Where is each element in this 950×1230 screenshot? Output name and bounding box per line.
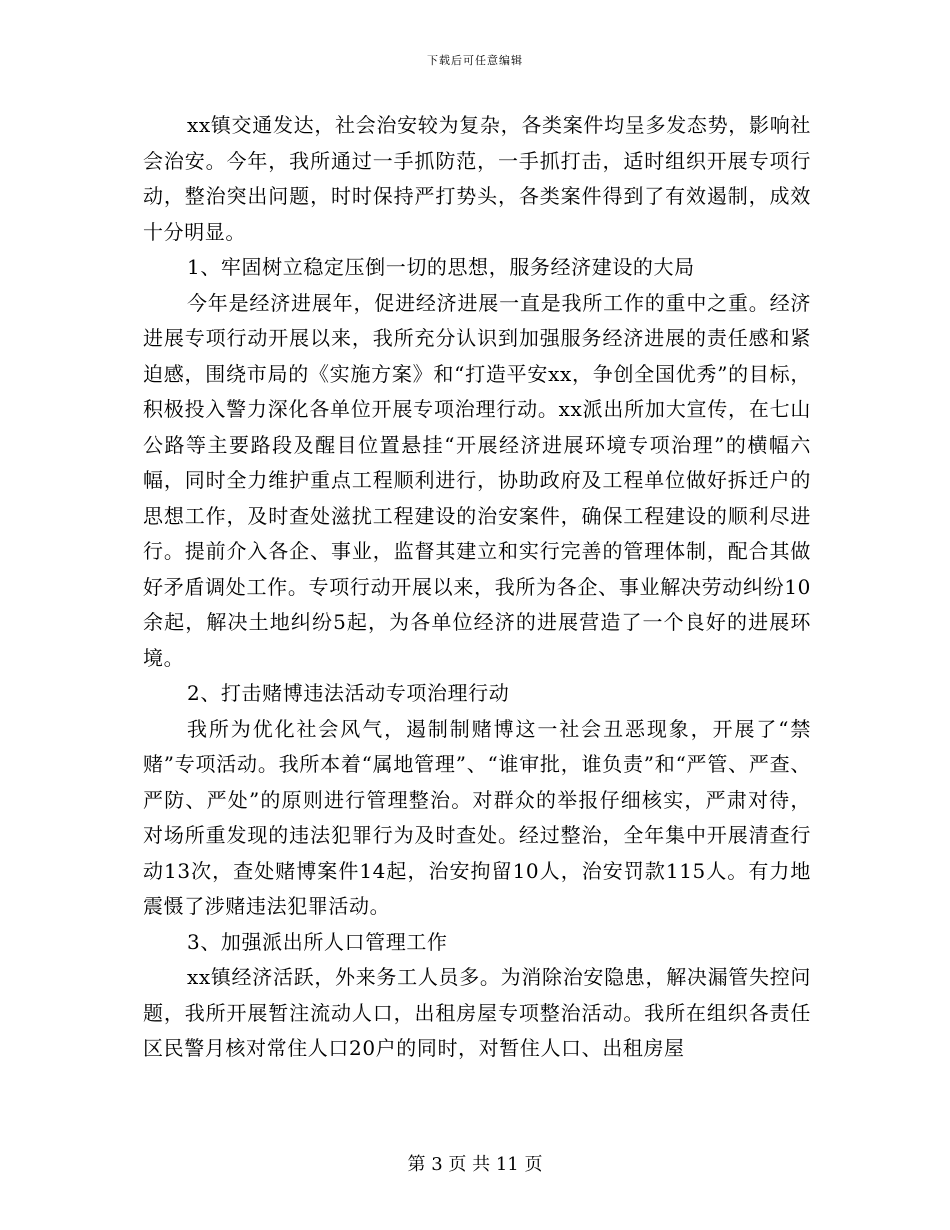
page-header: 下载后可任意编辑 xyxy=(427,54,523,67)
paragraph-intro: xx镇交通发达，社会治安较为复杂，各类案件均呈多发态势，影响社会治安。今年，我所通过一手抓防范，一手抓打击，适时组织开展专项行动，整治突出问题，时时保持严打势头，各类案件得到了有效遏制，成效十分明显。 xyxy=(143,113,811,244)
paragraph-section-3: xx镇经济活跃，外来务工人员多。为消除治安隐患，解决漏管失控问题，我所开展暂注流动人口，出租房屋专项整治活动。我所在组织各责任区民警月核对常住人口20户的同时，对暂住人口、出租房屋 xyxy=(143,965,811,1060)
paragraph-section-2: 我所为优化社会风气，遏制制赌博这一社会丑恶现象，开展了“禁赌”专项活动。我所本着“属地管理”、“谁审批，谁负责”和“严管、严查、严防、严处”的原则进行管理整治。对群众的举报仔细核实，严肃对待，对场所重发现的违法犯罪行为及时查处。经过整治，全年集中开展清查行动13次，查处赌博案件14起，治安拘留10人，治安罚款115人。有力地震慑了涉赌违法犯罪活动。 xyxy=(143,716,811,918)
paragraph-section-1: 今年是经济进展年，促进经济进展一直是我所工作的重中之重。经济进展专项行动开展以来，我所充分认识到加强服务经济进展的责任感和紧迫感，围绕市局的《实施方案》和“打造平安xx，争创全国优秀”的目标，积极投入警力深化各单位开展专项治理行动。xx派出所加大宣传，在七山公路等主要路段及醒目位置悬挂“开展经济进展环境专项治理”的横幅六幅，同时全力维护重点工程顺利进行，协助政府及工程单位做好拆迁户的思想工作，及时查处滋扰工程建设的治安案件，确保工程建设的顺利尽进行。提前介入各企、事业，监督其建立和实行完善的管理体制，配合其做好矛盾调处工作。专项行动开展以来，我所为各企、事业解决劳动纠纷10余起，解决土地纠纷5起，为各单位经济的进展营造了一个良好的进展环境。 xyxy=(143,290,811,670)
section-heading-3: 3、加强派出所人口管理工作 xyxy=(187,929,448,954)
page-number-footer: 第 3 页 共 11 页 xyxy=(407,1154,543,1175)
document-body xyxy=(143,108,811,1067)
section-heading-1: 1、牢固树立稳定压倒一切的思想，服务经济建设的大局 xyxy=(187,255,695,279)
section-heading-2: 2、打击赌博违法活动专项治理行动 xyxy=(187,681,510,705)
